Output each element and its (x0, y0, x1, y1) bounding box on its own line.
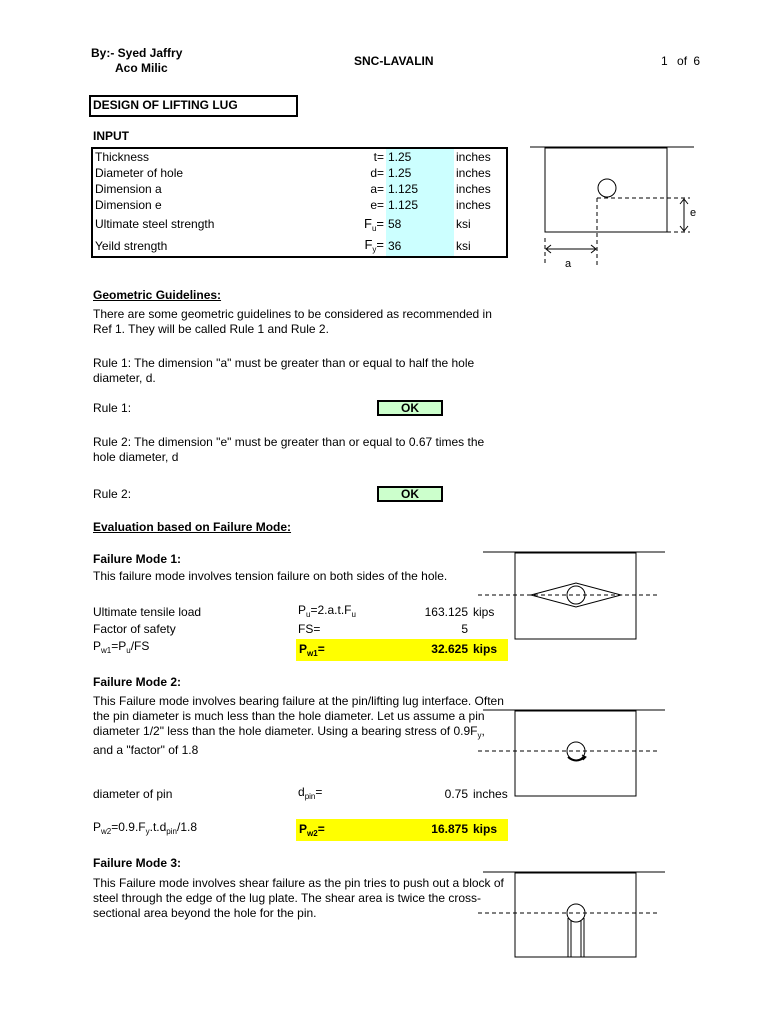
input-label: Diameter of hole (95, 166, 184, 180)
input-label: Ultimate steel strength (95, 217, 215, 231)
rule1-description: Rule 1: The dimension "a" must be greater than or equal to half the hole diameter, d. (93, 356, 475, 385)
failure-mode-2-diagram (478, 710, 665, 796)
pin-diameter-label: diameter of pin (93, 787, 173, 801)
input-label: Yeild strength (95, 238, 168, 253)
input-value[interactable]: 36 (386, 235, 454, 257)
input-value[interactable]: 1.125 (386, 181, 454, 197)
input-label: Dimension e (95, 198, 162, 212)
factor-of-safety-formula: FS= (298, 622, 321, 636)
lug-dimension-diagram (530, 147, 697, 265)
ultimate-tensile-load-unit: kips (473, 605, 495, 619)
page-current: 1 (661, 54, 668, 68)
pw1-result-unit: kips (473, 642, 498, 656)
pw2-result-box (296, 819, 508, 841)
geometric-heading: Geometric Guidelines: (93, 288, 222, 302)
rule2-status-badge: OK (377, 486, 443, 502)
input-value[interactable]: 1.25 (386, 165, 454, 181)
pw2-result-value: 16.875 (431, 822, 468, 836)
input-symbol: $F_u=$ (364, 215, 384, 233)
failure-mode-1-diagram (478, 552, 665, 639)
input-unit: inches (456, 150, 491, 164)
input-symbol: t= (373, 150, 384, 164)
page-title: DESIGN OF LIFTING LUG (93, 98, 238, 112)
failure-mode-3-heading: Failure Mode 3: (93, 856, 182, 870)
input-unit: ksi (456, 217, 471, 231)
ultimate-tensile-load-value: 163.125 (424, 605, 468, 619)
failure-mode-3-diagram (478, 872, 665, 957)
author-line-1: By:- Syed Jaffry (91, 46, 183, 60)
dimension-e-label: e (690, 207, 697, 219)
pw2-result-label: $P_{w2}=$ (299, 822, 325, 838)
pw1-formula: $P_{w1}=P_u/FS$ (93, 639, 150, 655)
author-line-2: Aco Milic (115, 61, 168, 75)
rule2-label: Rule 2: (93, 487, 132, 501)
input-symbol: a= (370, 182, 384, 196)
failure-mode-2-description: This Failure mode involves bearing failure at the pin/lifting lug interface. Often the pin diameter is much less than the hole diameter. Let us assume a pin diameter 1/2" less than the hole diameter. Using a bearing stress of $0.9F_y$, and a "factor" of 1.8 (93, 694, 504, 757)
input-label: Dimension a (95, 182, 162, 196)
pin-diameter-symbol: $d_{pin}=$ (298, 785, 323, 801)
input-value[interactable]: 58 (386, 213, 454, 235)
dimension-a-label: a (565, 258, 572, 270)
input-symbol: e= (370, 198, 384, 212)
input-unit: inches (456, 182, 491, 196)
rule1-label: Rule 1: (93, 401, 132, 415)
page-of: of (677, 54, 688, 68)
pw2-result-unit: kips (473, 822, 498, 836)
input-heading: INPUT (93, 129, 129, 143)
pw1-result-label: $P_{w1}=$ (299, 642, 325, 658)
factor-of-safety-label: Factor of safety (93, 622, 176, 636)
rule2-description: Rule 2: The dimension "e" must be greater than or equal to 0.67 times the hole diameter, d (93, 435, 485, 464)
ultimate-tensile-load-label: Ultimate tensile load (93, 605, 202, 619)
failure-mode-2-heading: Failure Mode 2: (93, 675, 182, 689)
page-total: 6 (693, 54, 701, 68)
pin-diameter-unit: inches (473, 787, 508, 801)
input-symbol: $F_y=$ (364, 237, 384, 254)
pw1-result-box (296, 639, 508, 661)
input-unit: inches (456, 166, 491, 180)
ultimate-tensile-load-formula: $P_u=2.a.t.F_u$ (298, 603, 356, 619)
pw1-result-value: 32.625 (431, 642, 468, 656)
factor-of-safety-value: 5 (461, 622, 468, 636)
geometric-intro: There are some geometric guidelines to be considered as recommended in Ref 1. They will be called Rule 1 and Rule 2. (93, 307, 492, 336)
input-label: Thickness (95, 150, 150, 164)
pw2-formula: $P_{w2}=0.9.F_y.t.d_{pin}/1.8$ (93, 820, 197, 836)
input-value[interactable]: 1.125 (386, 197, 454, 213)
input-value[interactable]: 1.25 (386, 148, 454, 165)
failure-mode-1-heading: Failure Mode 1: (93, 552, 182, 566)
evaluation-heading: Evaluation based on Failure Mode: (93, 520, 292, 534)
input-symbol: d= (370, 166, 384, 180)
input-unit: inches (456, 198, 491, 212)
rule1-status-badge: OK (377, 400, 443, 416)
failure-mode-1-description: This failure mode involves tension failure on both sides of the hole. (93, 569, 448, 583)
input-unit: ksi (456, 238, 471, 253)
company-name: SNC-LAVALIN (354, 54, 434, 68)
failure-mode-3-description: This Failure mode involves shear failure as the pin tries to push out a block of steel through the edge of the lug plate. The shear area is twice the cross-sectional area beyond the hole for the pin. (93, 876, 504, 920)
pin-diameter-value: 0.75 (444, 787, 468, 801)
